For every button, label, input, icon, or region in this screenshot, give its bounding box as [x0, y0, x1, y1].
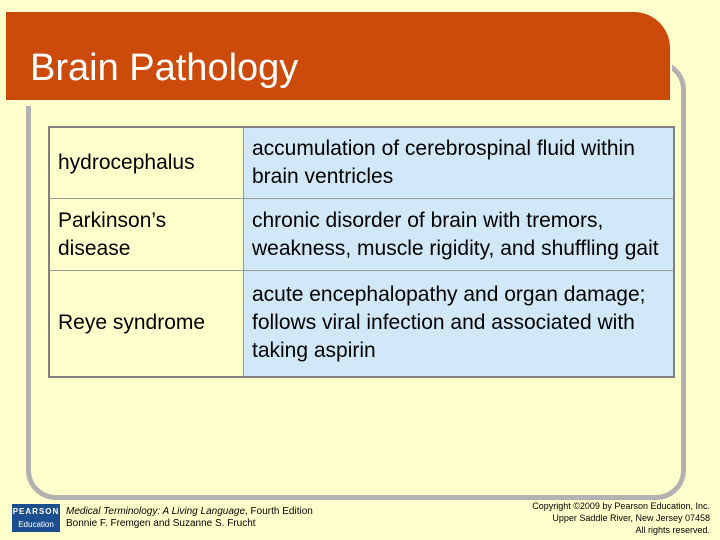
term-cell: Parkinson’s disease	[49, 199, 244, 270]
copyright-line-3: All rights reserved.	[635, 525, 710, 535]
book-authors: Bonnie F. Fremgen and Suzanne S. Frucht	[66, 518, 256, 529]
logo-sub: Education	[18, 520, 54, 529]
title-bar	[6, 12, 670, 100]
slide-title: Brain Pathology	[30, 47, 299, 89]
copyright-line-2: Upper Saddle River, New Jersey 07458	[552, 513, 710, 523]
pearson-logo	[12, 504, 60, 532]
table-row	[49, 270, 674, 377]
term-cell: Reye syndrome	[49, 270, 244, 377]
book-credit	[66, 506, 313, 530]
copyright-notice	[532, 500, 710, 536]
term-cell: hydrocephalus	[49, 127, 244, 199]
table-row	[49, 199, 674, 270]
book-edition: , Fourth Edition	[245, 506, 313, 517]
definition-cell: chronic disorder of brain with tremors, weakness, muscle rigidity, and shuffling gait	[244, 199, 675, 270]
book-title: Medical Terminology: A Living Language	[66, 506, 245, 517]
copyright-line-1: Copyright ©2009 by Pearson Education, Inc.	[532, 501, 710, 511]
definition-cell: accumulation of cerebrospinal fluid within brain ventricles	[244, 127, 675, 199]
definition-cell: acute encephalopathy and organ damage; follows viral infection and associated with taking aspirin	[244, 270, 675, 377]
book-title-line	[66, 506, 313, 518]
definitions-table	[48, 126, 675, 378]
table-row	[49, 127, 674, 199]
logo-brand: PEARSON	[12, 507, 60, 516]
